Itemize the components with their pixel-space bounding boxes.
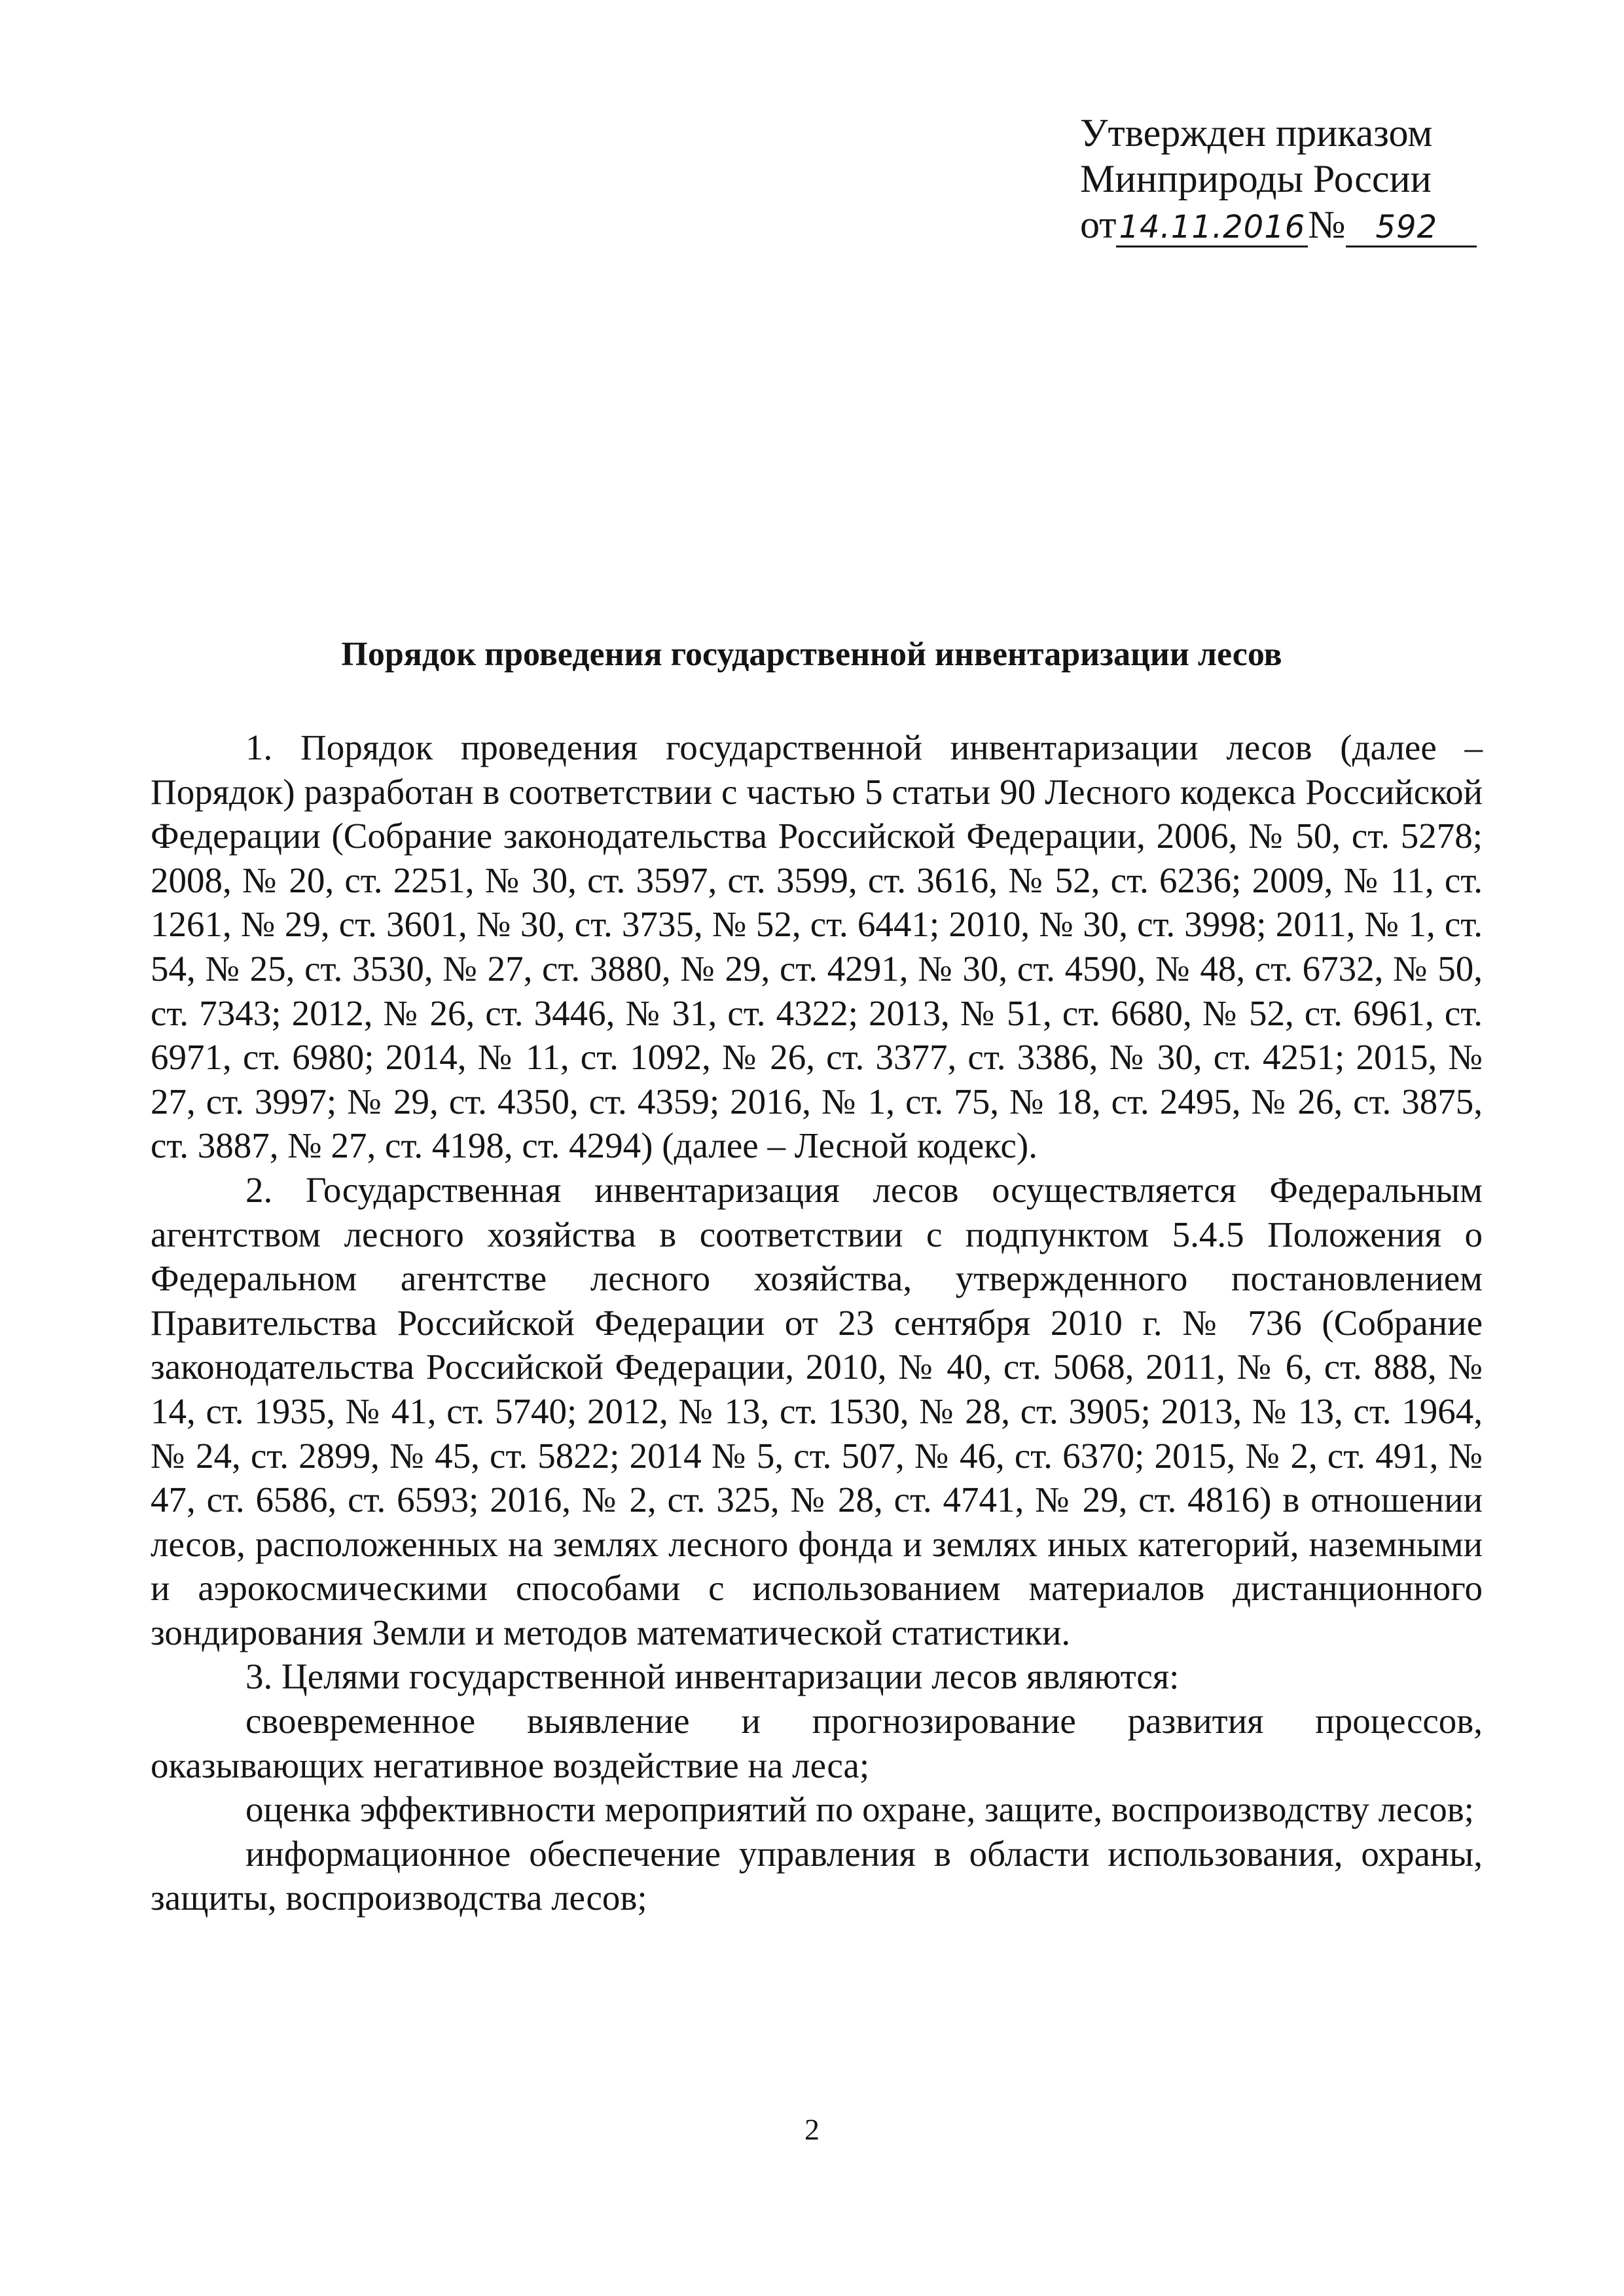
approval-date-line <box>1080 202 1486 247</box>
approval-number: 592 <box>1346 209 1477 247</box>
document-body <box>151 725 1483 1920</box>
page-number: 2 <box>804 2113 820 2146</box>
document-title: Порядок проведения государственной инвентаризации лесов <box>341 636 1282 673</box>
paragraph-1: 1. Порядок проведения государственной инвентаризации лесов (далее – Порядок) разработан в соответствии с частью 5 статьи 90 Лесного кодекса Российской Федерации (Собрание законодательства Российской Федерации, 2006, № 50, ст. 5278; 2008, № 20, ст. 2251, № 30, ст. 3597, ст. 3599, ст. 3616, № 52, ст. 6236; 2009, № 11, ст. 1261, № 29, ст. 3601, № 30, ст. 3735, № 52, ст. 6441; 2010, № 30, ст. 3998; 2011, № 1, ст. 54, № 25, ст. 3530, № 27, ст. 3880, № 29, ст. 4291, № 30, ст. 4590, № 48, ст. 6732, № 50, ст. 7343; 2012, № 26, ст. 3446, № 31, ст. 4322; 2013, № 51, ст. 6680, № 52, ст. 6961, ст. 6971, ст. 6980; 2014, № 11, ст. 1092, № 26, ст. 3377, ст. 3386, № 30, ст. 4251; 2015, № 27, ст. 3997; № 29, ст. 4350, ст. 4359; 2016, № 1, ст. 75, № 18, ст. 2495, № 26, ст. 3875, ст. 3887, № 27, ст. 4198, ст. 4294) (далее – Лесной кодекс). <box>151 727 1483 1166</box>
goal-item-3: информационное обеспечение управления в области использования, охраны, защиты, воспроизводства лесов; <box>151 1833 1483 1918</box>
approval-line-2: Минприроды России <box>1080 157 1432 200</box>
approval-line-1: Утвержден приказом <box>1080 111 1433 155</box>
approval-prefix: от <box>1080 203 1117 246</box>
approval-block <box>1080 110 1486 247</box>
approval-number-sign: № <box>1308 203 1346 246</box>
approval-date: 14.11.2016 <box>1116 209 1308 247</box>
paragraph-3: 3. Целями государственной инвентаризации лесов являются: <box>245 1656 1180 1697</box>
paragraph-2: 2. Государственная инвентаризация лесов осуществляется Федеральным агентством лесного хозяйства в соответствии с подпунктом 5.4.5 Положения о Федеральном агентстве лесного хозяйства, утвержденного постановлением Правительства Российской Федерации от 23 сентября 2010 г. № 736 (Собрание законодательства Российской Федерации, 2010, № 40, ст. 5068, 2011, № 6, ст. 888, № 14, ст. 1935, № 41, ст. 5740; 2012, № 13, ст. 1530, № 28, ст. 3905; 2013, № 13, ст. 1964, № 24, ст. 2899, № 45, ст. 5822; 2014 № 5, ст. 507, № 46, ст. 6370; 2015, № 2, ст. 491, № 47, ст. 6586, ст. 6593; 2016, № 2, ст. 325, № 28, ст. 4741, № 29, ст. 4816) в отношении лесов, расположенных на землях лесного фонда и землях иных категорий, наземными и аэрокосмическими способами с использованием материалов дистанционного зондирования Земли и методов математической статистики. <box>151 1169 1483 1652</box>
goal-item-1: своевременное выявление и прогнозирование развития процессов, оказывающих негативное воздействие на леса; <box>151 1701 1483 1785</box>
goal-item-2: оценка эффективности мероприятий по охране, защите, воспроизводству лесов; <box>245 1789 1474 1830</box>
